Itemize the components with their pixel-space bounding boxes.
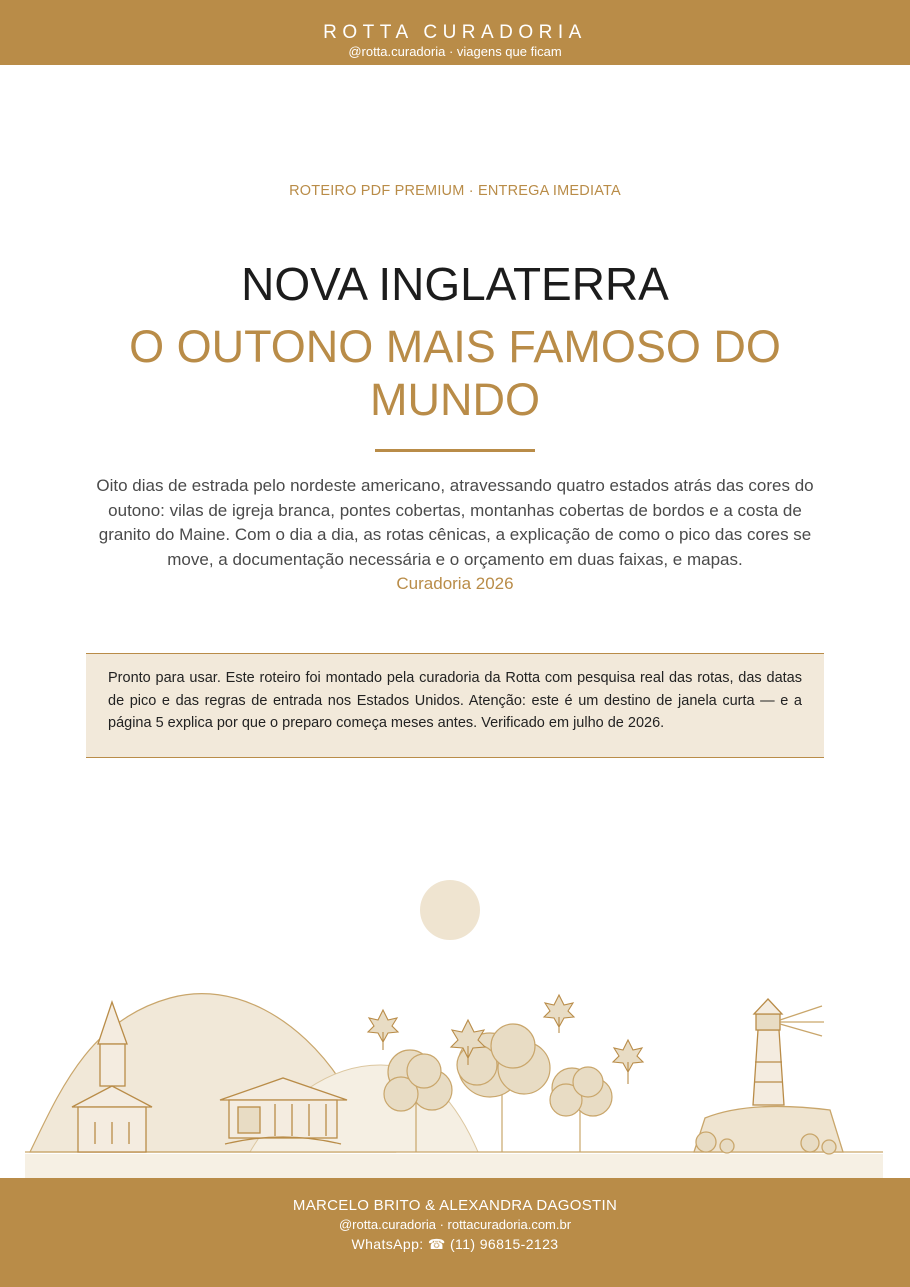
title-divider <box>375 449 535 452</box>
ready-callout <box>86 653 824 758</box>
sun-icon <box>420 880 480 940</box>
edition-label: Curadoria 2026 <box>396 574 514 593</box>
footer-links: @rotta.curadoria · rottacuradoria.com.br <box>338 1217 572 1232</box>
intro-paragraph <box>90 474 820 597</box>
product-kicker: ROTEIRO PDF PREMIUM · ENTREGA IMEDIATA <box>289 183 621 199</box>
footer-banner <box>0 1178 910 1287</box>
new-england-illustration <box>0 860 910 1190</box>
ground-strip <box>25 1154 883 1178</box>
callout-text: Pronto para usar. Este roteiro foi montado pela curadoria da Rotta com pesquisa real das rotas, das datas de pico e das regras de entrada nos Estados Unidos. Atenção: este é um destino de janela curta — e a página 5 explica por que o preparo começa meses antes. Verificado em julho de 2026. <box>108 670 802 731</box>
footer-authors: MARCELO BRITO & ALEXANDRA DAGOSTIN <box>292 1197 618 1214</box>
top-banner <box>0 0 910 65</box>
brand-handle: @rotta.curadoria · viagens que ficam <box>348 44 562 59</box>
page-title: NOVA INGLATERRA <box>241 258 669 310</box>
lighthouse-icon <box>694 999 843 1154</box>
footer-whatsapp: WhatsApp: ☎ (11) 96815-2123 <box>351 1236 559 1252</box>
brand-name: ROTTA CURADORIA <box>323 22 587 43</box>
page-subtitle: O OUTONO MAIS FAMOSO DO MUNDO <box>129 321 781 425</box>
intro-text: Oito dias de estrada pelo nordeste americano, atravessando quatro estados atrás das cores do outono: vilas de igreja branca, pontes cobertas, montanhas cobertas de bordos e a costa de granito do Maine. Com o dia a dia, as rotas cênicas, a explicação de como o pico das cores se move, a documentação necessária e o orçamento em duas faixas, e mapas. <box>96 476 814 569</box>
